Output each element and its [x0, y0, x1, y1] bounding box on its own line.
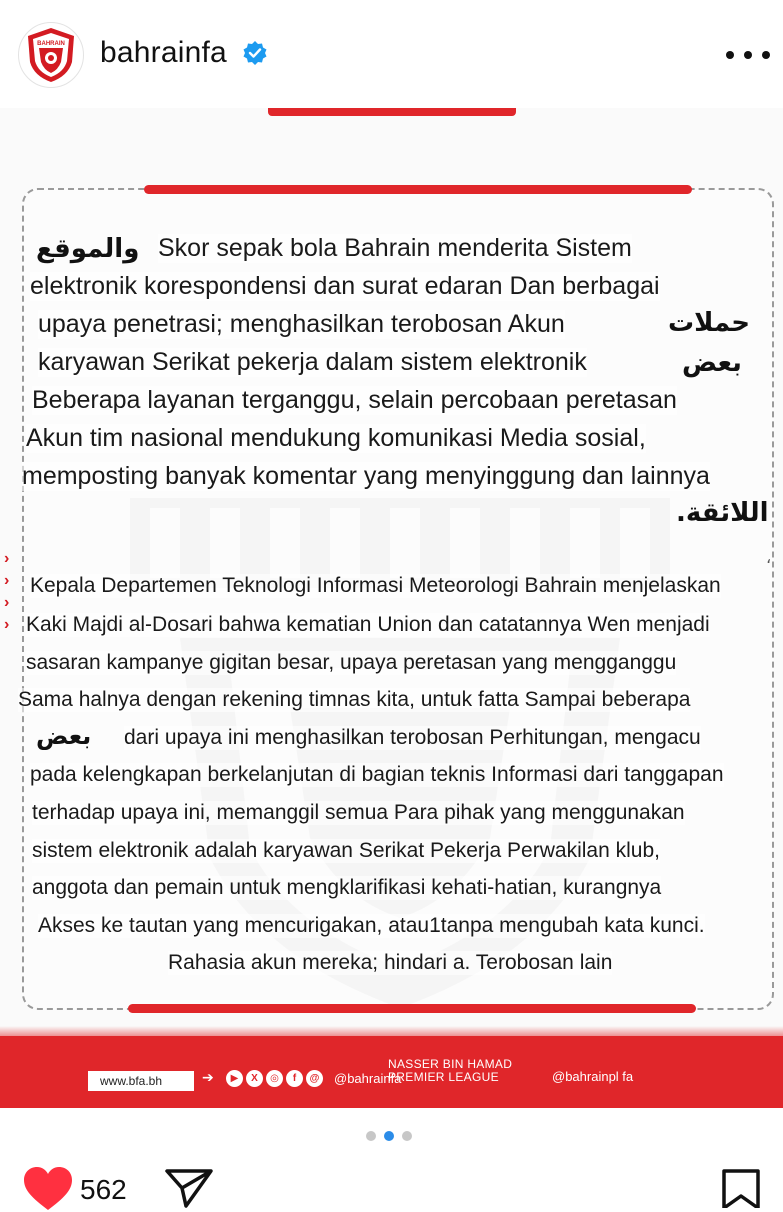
paragraph2-line8: sistem elektronik adalah karyawan Serikat Pekerja Perwakilan klub, — [32, 839, 660, 862]
more-options-icon[interactable] — [726, 40, 770, 70]
website-label: www.bfa.bh — [88, 1071, 194, 1091]
send-icon[interactable] — [164, 1168, 214, 1208]
arabic-word: بعض — [36, 722, 92, 750]
x-icon: X — [246, 1070, 263, 1087]
decorative-red-bar — [268, 108, 516, 116]
footer-handle-league: @bahrainpl fa — [552, 1069, 634, 1084]
paragraph1-line3: upaya penetrasi; menghasilkan terobosan Akun — [38, 310, 565, 338]
post-footer-band — [0, 1036, 783, 1108]
paragraph1-line5: Beberapa layanan terganggu, selain percobaan peretasan — [32, 386, 677, 414]
paragraph2-line11: Rahasia akun mereka; hindari a. Terobosan lain — [168, 951, 613, 974]
instagram-icon: ◎ — [266, 1070, 283, 1087]
arabic-word: بعض — [682, 348, 742, 378]
paragraph2-line6: pada kelengkapan berkelanjutan di bagian teknis Informasi dari tanggapan — [30, 763, 724, 786]
frame-top-red-bar — [144, 185, 692, 194]
footer-handle: @bahrainfa — [334, 1071, 402, 1086]
bahrain-fa-crest-icon — [24, 26, 78, 84]
svg-text:BAHRAIN: BAHRAIN — [37, 41, 65, 47]
arrow-right-icon: ➔ — [202, 1069, 214, 1085]
carousel-dot-active[interactable] — [384, 1131, 394, 1141]
league-line1: NASSER BIN HAMAD — [388, 1057, 513, 1071]
arabic-word: والموقع — [36, 234, 140, 264]
post-image[interactable] — [0, 108, 783, 1108]
paragraph1-line2: elektronik korespondensi dan surat edaran Dan berbagai — [30, 272, 660, 300]
youtube-icon: ▶ — [226, 1070, 243, 1087]
post-header — [0, 0, 783, 108]
bookmark-icon[interactable] — [720, 1168, 762, 1208]
carousel-dot[interactable] — [402, 1131, 412, 1141]
arabic-word: حملات — [668, 308, 751, 338]
paragraph2-line3: sasaran kampanye gigitan besar, upaya peretasan yang mengganggu — [26, 651, 677, 674]
paragraph1-line4: karyawan Serikat pekerja dalam sistem elektronik — [38, 348, 587, 376]
corner-mark: ، — [766, 550, 772, 567]
like-count[interactable]: 562 — [80, 1174, 127, 1205]
league-name — [388, 1058, 512, 1084]
paragraph2-line7: terhadap upaya ini, memanggil semua Para pihak yang menggunakan — [32, 801, 685, 824]
paragraph2-line10: Akses ke tautan yang mencurigakan, atau1tanpa mengubah kata kunci. — [38, 914, 705, 937]
paragraph2-line1: Kepala Departemen Teknologi Informasi Meteorologi Bahrain menjelaskan — [30, 574, 721, 597]
paragraph1-line6: Akun tim nasional mendukung komunikasi Media sosial, — [26, 424, 646, 452]
social-icons — [226, 1070, 330, 1090]
paragraph1-line1: Skor sepak bola Bahrain menderita Sistem — [158, 234, 632, 262]
frame-bottom-red-bar — [128, 1004, 696, 1013]
avatar[interactable] — [18, 22, 84, 88]
facebook-icon: f — [286, 1070, 303, 1087]
paragraph2-line5: dari upaya ini menghasilkan terobosan Perhitungan, mengacu — [124, 726, 701, 749]
username[interactable]: bahrainfa — [100, 36, 227, 69]
paragraph1-line7: memposting banyak komentar yang menyinggung dan lainnya — [22, 462, 710, 490]
carousel-dot[interactable] — [366, 1131, 376, 1141]
arabic-word: اللائقة. — [676, 498, 769, 528]
side-arrow-marks: › › › › — [4, 550, 10, 633]
paragraph2-line2: Kaki Majdi al-Dosari bahwa kematian Union dan catatannya Wen menjadi — [26, 613, 710, 636]
paragraph2-line9: anggota dan pemain untuk mengklarifikasi kehati-hatian, kurangnya — [32, 876, 662, 899]
carousel-indicator — [366, 1130, 426, 1142]
verified-badge-icon — [242, 40, 268, 66]
threads-icon: @ — [306, 1070, 323, 1087]
league-line2: PREMIER LEAGUE — [388, 1070, 499, 1084]
heart-icon[interactable] — [22, 1166, 74, 1212]
paragraph2-line4: Sama halnya dengan rekening timnas kita, untuk fatta Sampai beberapa — [18, 688, 691, 711]
